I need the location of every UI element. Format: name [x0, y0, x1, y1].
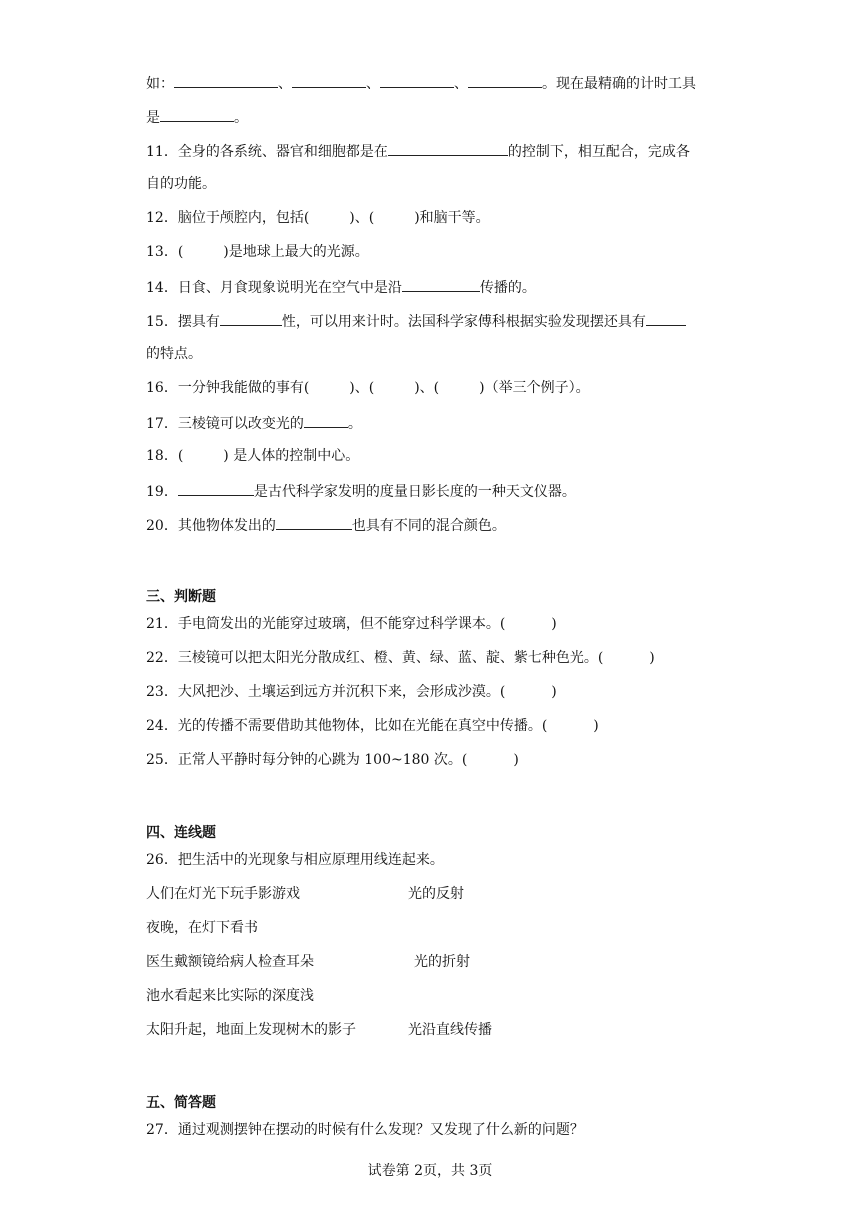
- question-26: 26．把生活中的光现象与相应原理用线连起来。: [146, 852, 444, 868]
- question-12: 12．脑位于颅腔内，包括( )、( )和脑干等。: [146, 210, 490, 226]
- matching-left-item[interactable]: 人们在灯光下玩手影游戏: [146, 886, 300, 902]
- question-27: 27．通过观测摆钟在摆动的时候有什么发现？又发现了什么新的问题？: [146, 1122, 584, 1138]
- answer-blank[interactable]: [220, 310, 282, 326]
- answer-blank[interactable]: [174, 72, 278, 88]
- section-title-matching: 四、连线题: [146, 825, 216, 841]
- question-19: 19． 是古代科学家发明的度量日影长度的一种天文仪器。: [146, 480, 576, 502]
- question-16: 16．一分钟我能做的事有( )、( )、( )（举三个例子）。: [146, 380, 590, 396]
- question-14: 14．日食、月食现象说明光在空气中是沿 传播的。: [146, 276, 536, 298]
- answer-blank[interactable]: [292, 72, 366, 88]
- matching-right-item[interactable]: 光沿直线传播: [408, 1022, 492, 1038]
- answer-blank[interactable]: [468, 72, 542, 88]
- question-23: 23．大风把沙、土壤运到远方并沉积下来，会形成沙漠。( ): [146, 684, 557, 700]
- answer-blank[interactable]: [304, 412, 348, 428]
- q10-line2: 是 。: [146, 106, 248, 128]
- q10-line1: 如： 、 、 、 。现在最精确的计时工具: [146, 72, 696, 94]
- answer-blank[interactable]: [646, 310, 686, 326]
- question-15-cont: 的特点。: [146, 346, 202, 362]
- answer-blank[interactable]: [178, 480, 254, 496]
- answer-blank[interactable]: [276, 514, 352, 530]
- question-15: 15．摆具有 性，可以用来计时。法国科学家傅科根据实验发现摆还具有: [146, 310, 686, 332]
- answer-blank[interactable]: [388, 140, 508, 156]
- question-25: 25．正常人平静时每分钟的心跳为 100~180 次。( ): [146, 752, 519, 768]
- question-22: 22．三棱镜可以把太阳光分散成红、橙、黄、绿、蓝、靛、紫七种色光。( ): [146, 650, 655, 666]
- answer-blank[interactable]: [402, 276, 480, 292]
- question-13: 13．( )是地球上最大的光源。: [146, 244, 369, 260]
- question-21: 21．手电筒发出的光能穿过玻璃，但不能穿过科学课本。( ): [146, 616, 557, 632]
- matching-right-item[interactable]: 光的反射: [408, 886, 464, 902]
- answer-blank[interactable]: [160, 106, 234, 122]
- matching-left-item[interactable]: 医生戴额镜给病人检查耳朵: [146, 954, 314, 970]
- page-footer: 试卷第 2页，共 3页: [367, 1163, 493, 1179]
- matching-left-item[interactable]: 太阳升起，地面上发现树木的影子: [146, 1022, 356, 1038]
- q10-prefix: 如：: [146, 76, 174, 92]
- section-title-short-answer: 五、简答题: [146, 1095, 216, 1111]
- question-11-cont: 自的功能。: [146, 176, 216, 192]
- section-title-judgement: 三、判断题: [146, 589, 216, 605]
- question-11: 11．全身的各系统、器官和细胞都是在 的控制下，相互配合，完成各: [146, 140, 690, 162]
- question-24: 24．光的传播不需要借助其他物体，比如在光能在真空中传播。( ): [146, 718, 599, 734]
- question-20: 20．其他物体发出的 也具有不同的混合颜色。: [146, 514, 506, 536]
- question-18: 18．( ) 是人体的控制中心。: [146, 448, 360, 464]
- question-17: 17．三棱镜可以改变光的 。: [146, 412, 362, 434]
- matching-left-item[interactable]: 池水看起来比实际的深度浅: [146, 988, 314, 1004]
- matching-left-item[interactable]: 夜晚，在灯下看书: [146, 920, 258, 936]
- matching-right-item[interactable]: 光的折射: [414, 954, 470, 970]
- answer-blank[interactable]: [380, 72, 454, 88]
